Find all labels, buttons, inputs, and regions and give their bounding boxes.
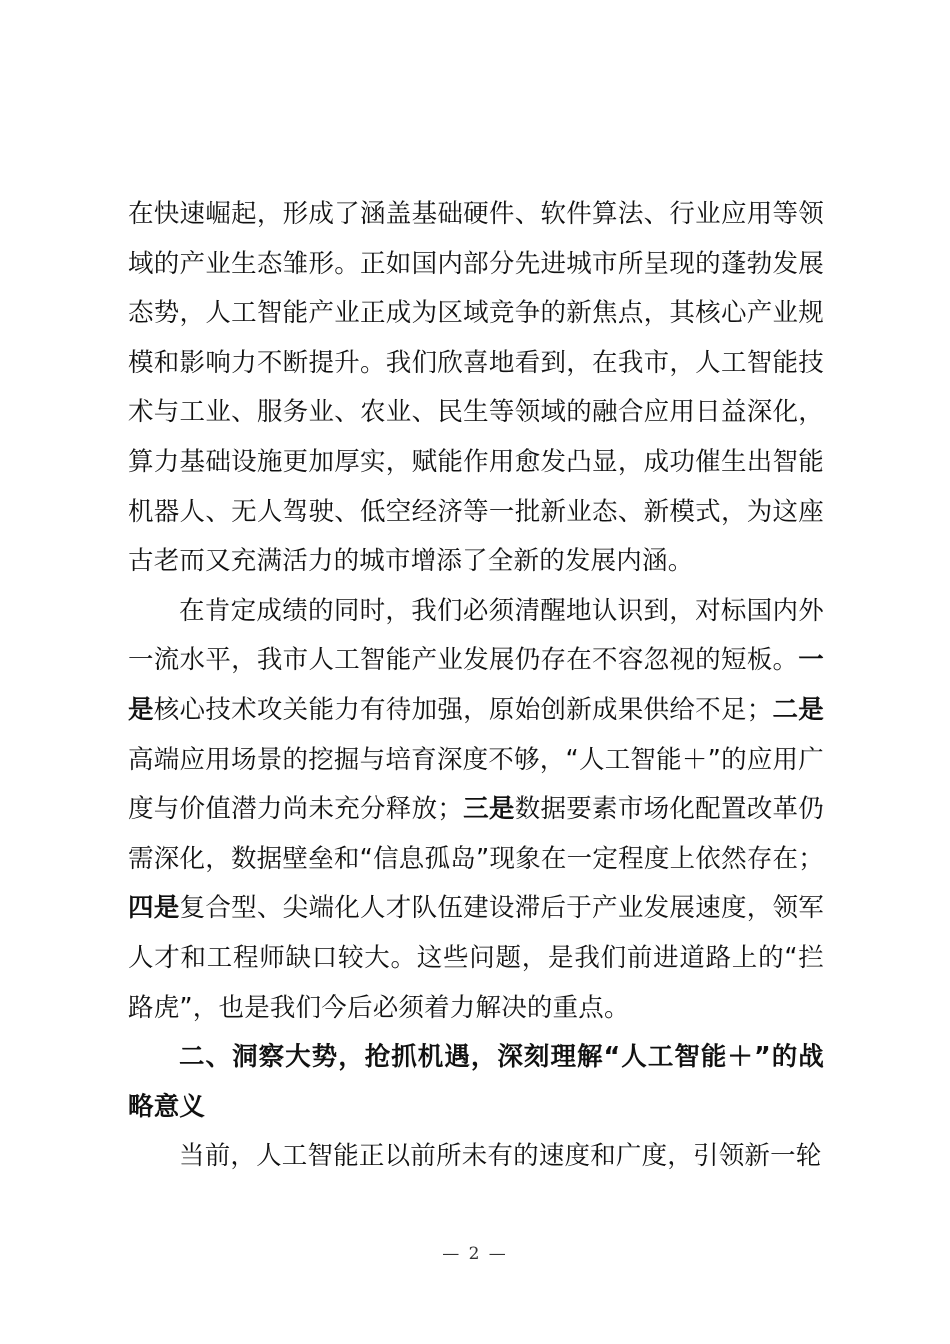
item-marker: 二是 <box>772 694 824 725</box>
paragraph-continuation: 在快速崛起，形成了涵盖基础硬件、软件算法、行业应用等领域的产业生态雏形。正如国内部分先进城市所呈现的蓬勃发展态势，人工智能产业正成为区域竞争的新焦点，其核心产业规模和影响力不断提升。我们欣喜地看到，在我市，人工智能技术与工业、服务业、农业、民生等领域的融合应用日益深化，算力基础设施更加厚实，赋能作用愈发凸显，成功催生出智能机器人、无人驾驶、低空经济等一批新业态、新模式，为这座古老而又充满活力的城市增添了全新的发展内涵。 <box>128 199 824 577</box>
paragraph-opening: 当前，人工智能正以前所未有的速度和广度，引领新一轮 <box>179 1141 822 1172</box>
item-text: 高端应用场景的挖掘与培育深度不够，“人工智能＋”的应用广度与价值潜力尚未充分释放； <box>128 744 824 825</box>
section-heading: 二、洞察大势，抢抓机遇，深刻理解“人工智能＋”的战略意义 <box>128 1042 824 1122</box>
item-text: 核心技术攻关能力有待加强，原始创新成果供给不足； <box>153 694 773 725</box>
item-marker: 一是 <box>128 645 824 725</box>
page-number: — 2 — <box>442 1244 508 1264</box>
item-text: 数据要素市场化配置改革仍需深化，数据壁垒和“信息孤岛”现象在一定程度上依然存在； <box>128 794 824 874</box>
item-text: 复合型、尖端化人才队伍建设滞后于产业发展速度，领军人才和工程师缺口较大。 <box>128 893 824 973</box>
paragraph-shortcomings <box>128 587 824 1033</box>
paragraph-outro: 这些问题，是我们前进道路上的“拦路虎”，也是我们今后必须着力解决的重点。 <box>128 942 825 1023</box>
item-marker: 四是 <box>128 893 180 924</box>
item-marker: 三是 <box>463 794 515 825</box>
paragraph-intro: 在肯定成绩的同时，我们必须清醒地认识到，对标国内外一流水平，我市人工智能产业发展仍存在不容忽视的短板。 <box>128 595 824 676</box>
document-body <box>128 190 824 1182</box>
